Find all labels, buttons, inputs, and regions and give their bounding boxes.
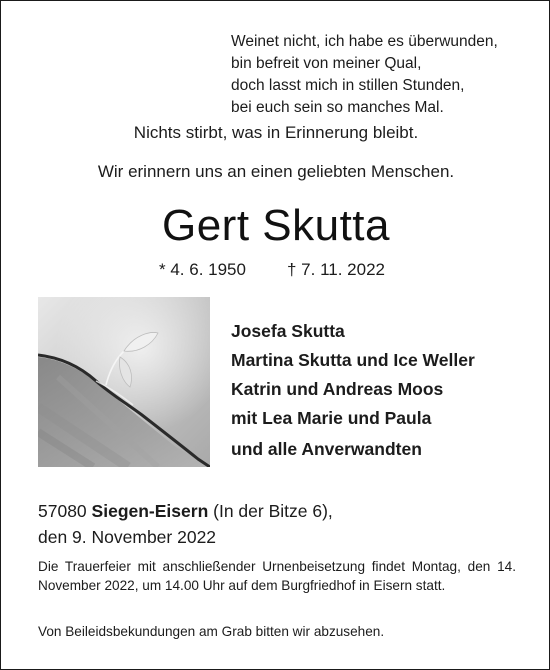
deceased-name: Gert Skutta [161, 201, 391, 250]
death-date: † 7. 11. 2022 [287, 260, 385, 279]
mourner-name: Josefa Skutta [231, 321, 345, 341]
mourners-list [231, 317, 475, 464]
poem [231, 31, 498, 119]
poem-line: Weinet nicht, ich habe es überwunden, [231, 33, 498, 50]
address-line [38, 498, 333, 524]
town: Siegen-Eisern [91, 501, 209, 521]
mourner-name: Katrin und Andreas Moos [231, 379, 444, 399]
condolence-note: Von Beileidsbekundungen am Grab bitten wir abzusehen. [38, 624, 385, 639]
postcode: 57080 [38, 501, 87, 521]
mourner-name: und alle Anverwandten [231, 439, 422, 459]
birth-date: * 4. 6. 1950 [159, 260, 246, 279]
memory-quote: Nichts stirbt, was in Erinnerung bleibt. [133, 123, 419, 142]
street: (In der Bitze 6), [213, 501, 333, 521]
poem-line: bei euch sein so manches Mal. [231, 99, 444, 116]
funeral-notice: Die Trauerfeier mit anschließender Urnenbeisetzung findet Montag, den 14. November 2022, um 14.00 Uhr auf dem Burgfriedhof in Eisern statt. [38, 559, 516, 593]
remembrance-line: Wir erinnern uns an einen geliebten Menschen. [97, 162, 455, 181]
leaf-crack-image [38, 297, 210, 467]
poem-line: doch lasst mich in stillen Stunden, [231, 77, 465, 94]
memorial-image [38, 297, 210, 467]
mourner-name: mit Lea Marie und Paula [231, 408, 432, 428]
address-block [38, 498, 333, 550]
poem-line: bin befreit von meiner Qual, [231, 55, 422, 72]
mourner-name: Martina Skutta und Ice Weller [231, 350, 475, 370]
date-line: den 9. November 2022 [38, 527, 217, 547]
